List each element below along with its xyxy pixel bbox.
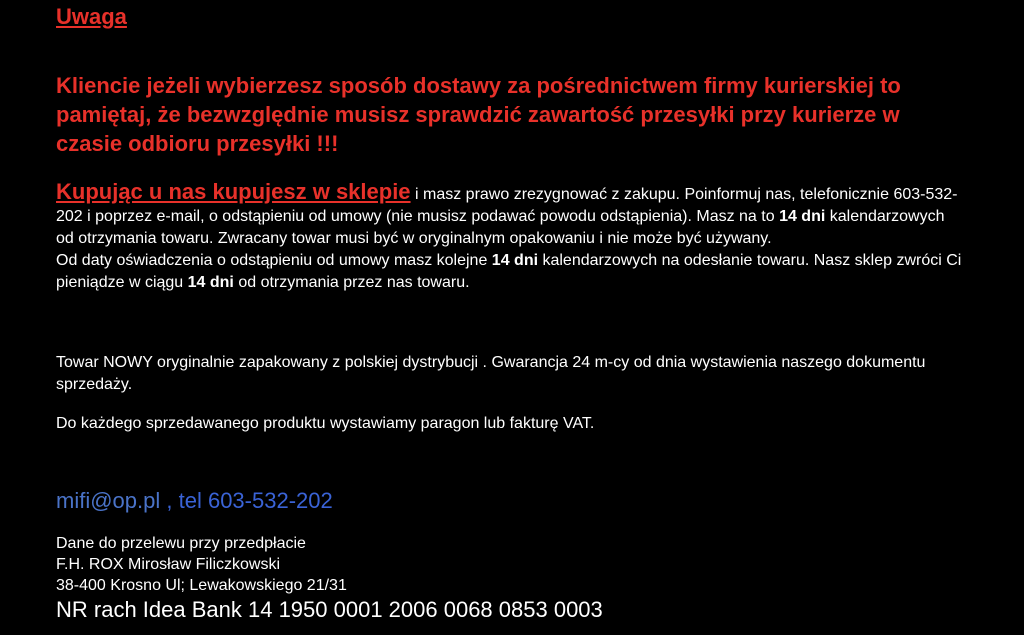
policy-text-2: kalendarzowych od otrzymania towaru. Zwracany towar musi być w oryginalnym opakowaniu i nie może być używany. [56,208,945,247]
shipping-days: 14 dni [491,252,539,269]
email-link[interactable]: mifi@op.pl [56,488,161,513]
policy-lead: Kupując u nas kupujesz w sklepie [56,179,411,204]
notice-title: Uwaga [56,4,127,29]
policy-text-3: Od daty oświadczenia o odstąpieniu od umowy masz kolejne [56,252,492,269]
company-name: F.H. ROX Mirosław Filiczkowski [56,556,281,573]
contact-separator: , [160,488,179,513]
contact-line [56,487,333,515]
policy-text-4: kalendarzowych na odesłanie towaru. Nasz sklep zwróci Ci pieniądze w ciągu [56,252,962,291]
company-address: 38-400 Krosno Ul; Lewakowskiego 21/31 [56,577,347,594]
refund-days: 14 dni [187,274,234,291]
bank-account: NR rach Idea Bank 14 1950 0001 2006 0068 0853 0003 [56,597,603,622]
receipt-info: Do każdego sprzedawanego produktu wystawiamy paragon lub fakturę VAT. [56,415,595,432]
return-policy [56,181,966,294]
policy-text-5: od otrzymania przez nas towaru. [233,274,470,291]
phone-number: tel 603-532-202 [178,488,333,513]
bank-details [56,533,603,624]
bank-intro: Dane do przelewu przy przedpłacie [56,535,306,552]
return-days: 14 dni [779,208,826,225]
policy-text-1: i masz prawo zrezygnować z zakupu. Poinformuj nas, telefonicznie 603-532-202 i poprzez e-mail, o odstąpieniu od umowy (nie musisz podawać powodu odstąpienia). Masz na to [56,186,958,225]
courier-warning: Kliencie jeżeli wybierzesz sposób dostawy za pośrednictwem firmy kurierskiej to pamiętaj, że bezwzględnie musisz sprawdzić zawartość przesyłki przy kurierze w czasie odbioru przesyłki !!! [56,73,901,156]
product-info: Towar NOWY oryginalnie zapakowany z polskiej dystrybucji . Gwarancja 24 m-cy od dnia wystawienia naszego dokumentu sprzedaży. [56,354,926,393]
